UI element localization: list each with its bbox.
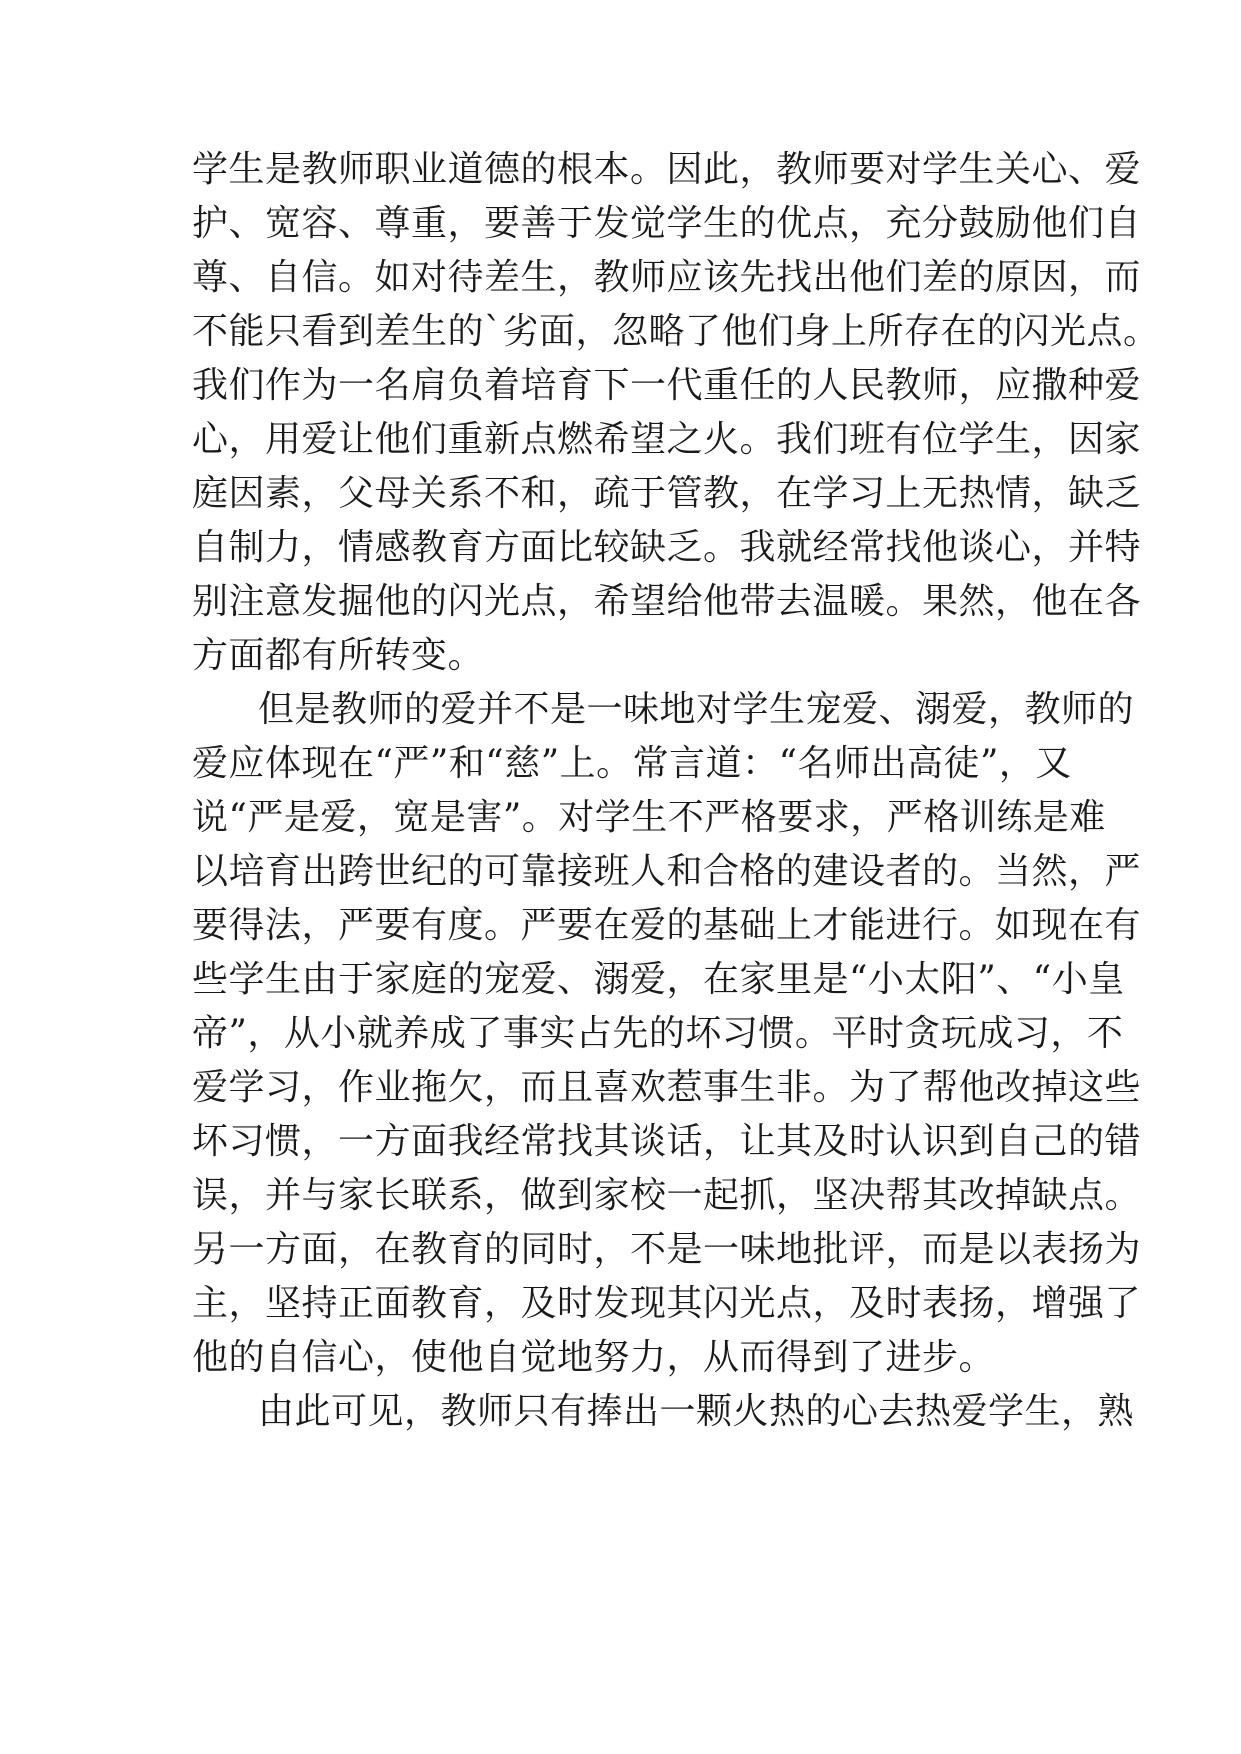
text-line: 方面都有所转变。 <box>192 635 485 676</box>
text-line: 我们作为一名肩负着培育下一代重任的人民教师，应撒种爱 <box>192 365 1142 406</box>
text-line: 要得法，严要有度。严要在爱的基础上才能进行。如现在有 <box>192 905 1142 946</box>
text-line: 不能只看到差生的`劣面，忽略了他们身上所存在的闪光点。 <box>192 311 1160 352</box>
text-line: 说“严是爱，宽是害”。对学生不严格要求，严格训练是难 <box>192 797 1106 838</box>
text-line: 帝”，从小就养成了事实占先的坏习惯。平时贪玩成习，不 <box>192 1013 1124 1054</box>
text-line: 爱应体现在“严”和“慈”上。常言道：“名师出高徒”，又 <box>192 743 1072 784</box>
text-line: 别注意发掘他的闪光点，希望给他带去温暖。果然，他在各 <box>192 581 1142 622</box>
text-line: 尊、自信。如对待差生，教师应该先找出他们差的原因，而 <box>192 257 1142 298</box>
text-line: 另一方面，在教育的同时，不是一味地批评，而是以表扬为 <box>192 1229 1142 1270</box>
text-line: 误，并与家长联系，做到家校一起抓，坚决帮其改掉缺点。 <box>192 1175 1142 1216</box>
text-line: 学生是教师职业道德的根本。因此，教师要对学生关心、爱 <box>192 149 1142 190</box>
text-line: 自制力，情感教育方面比较缺乏。我就经常找他谈心，并特 <box>192 527 1142 568</box>
text-line: 护、宽容、尊重，要善于发觉学生的优点，充分鼓励他们自 <box>192 203 1142 244</box>
paragraph-start-line: 由此可见，教师只有捧出一颗火热的心去热爱学生，熟 <box>258 1391 1135 1432</box>
text-line: 爱学习，作业拖欠，而且喜欢惹事生非。为了帮他改掉这些 <box>192 1067 1142 1108</box>
text-line: 心，用爱让他们重新点燃希望之火。我们班有位学生，因家 <box>192 419 1142 460</box>
paragraph-start-line: 但是教师的爱并不是一味地对学生宠爱、溺爱，教师的 <box>258 689 1135 730</box>
text-line: 以培育出跨世纪的可靠接班人和合格的建设者的。当然，严 <box>192 851 1142 892</box>
text-line: 主，坚持正面教育，及时发现其闪光点，及时表扬，增强了 <box>192 1283 1142 1324</box>
text-line: 庭因素，父母关系不和，疏于管教，在学习上无热情，缺乏 <box>192 473 1142 514</box>
text-line: 他的自信心，使他自觉地努力，从而得到了进步。 <box>192 1337 996 1378</box>
text-line: 坏习惯，一方面我经常找其谈话，让其及时认识到自己的错 <box>192 1121 1142 1162</box>
text-line: 些学生由于家庭的宠爱、溺爱，在家里是“小太阳”、“小皇 <box>192 959 1125 1000</box>
